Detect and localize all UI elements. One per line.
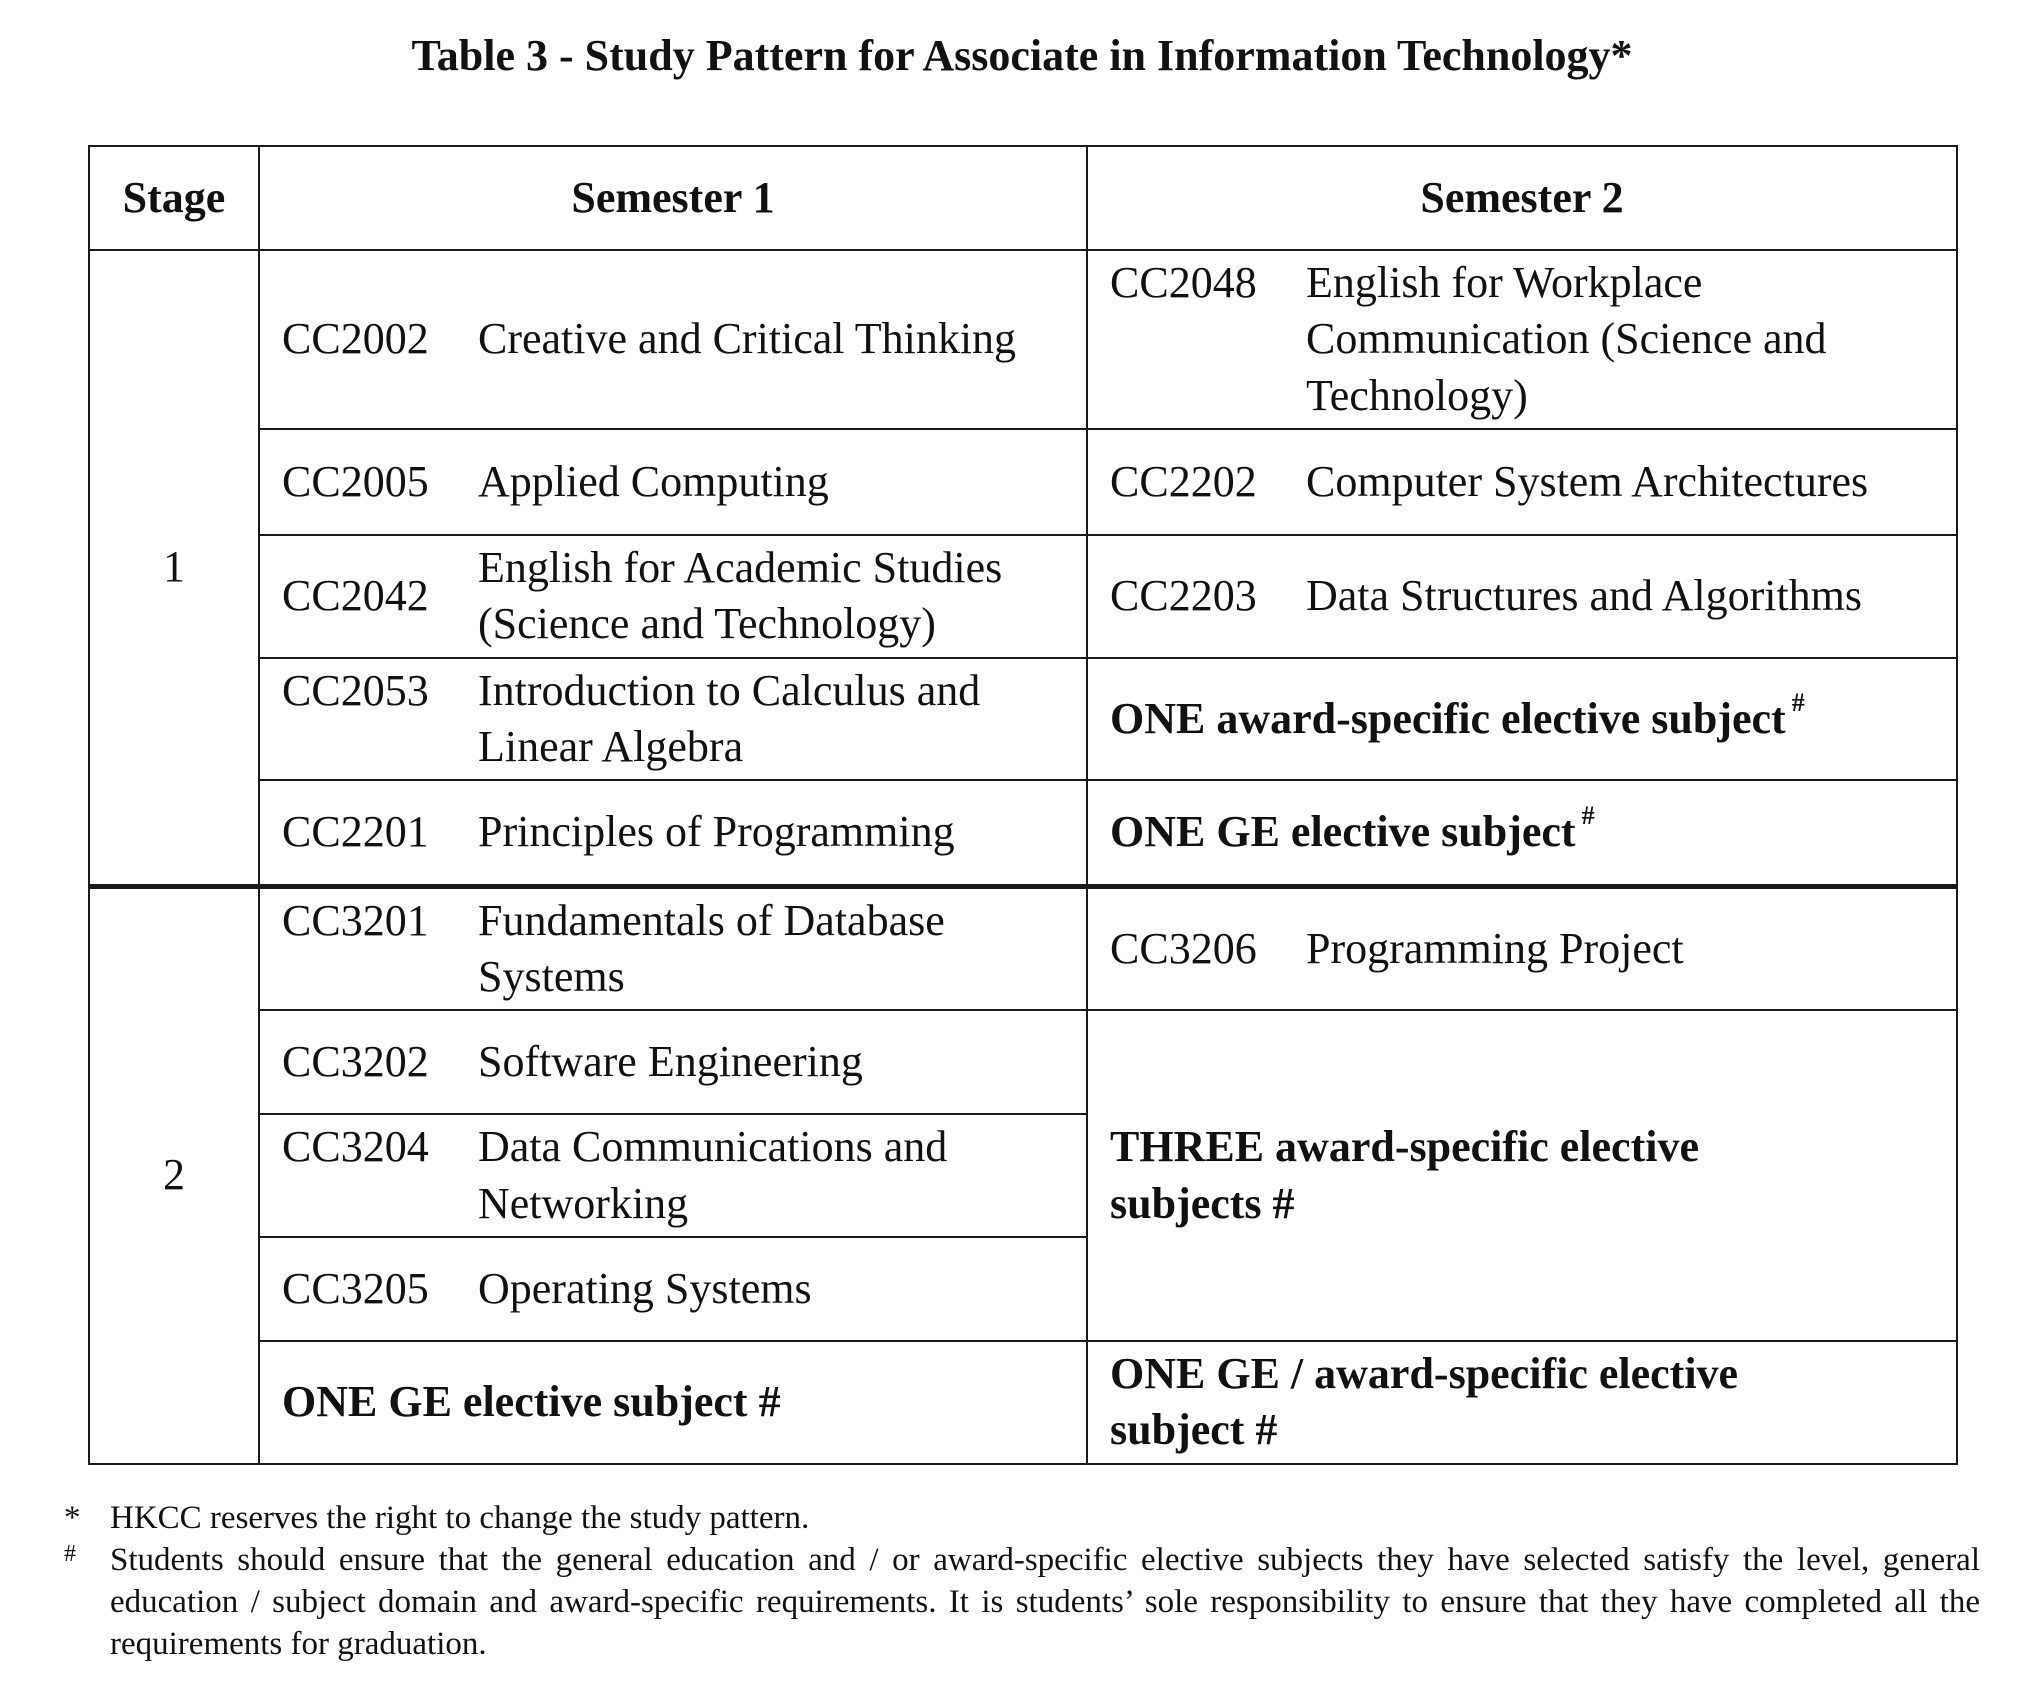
course-name: Programming Project: [1306, 923, 1684, 973]
elective-subject: ONE GE elective subject: [1110, 807, 1576, 857]
elective-subject: ONE GE / award-specific elective subject #: [1110, 1348, 1739, 1455]
course-name: Computer System Architectures: [1306, 456, 1869, 506]
table-row: [89, 429, 1957, 535]
table-row: [89, 658, 1957, 781]
semester-1-cell: [259, 1341, 1087, 1464]
footnote-text: HKCC reserves the right to change the study pattern.: [110, 1500, 810, 1536]
header-semester-1: Semester 1: [259, 146, 1087, 250]
course-name: Introduction to Calculus and Linear Algebra: [478, 665, 981, 771]
footnote-text: Students should ensure that the general education and / or award-specific elective subjects they have selected satisfy the level, general education / subject domain and award-specific requirements. It is students’ sole responsibility to ensure that they have completed all the requirements for graduation.: [110, 1542, 1980, 1662]
course-code: CC2005: [282, 456, 429, 506]
course-name: Creative and Critical Thinking: [478, 314, 1017, 364]
study-pattern-table: [88, 145, 1958, 1465]
hash-mark: #: [1581, 801, 1595, 831]
semester-1-cell: [259, 250, 1087, 429]
table-row: [89, 1341, 1957, 1464]
course-code: CC3201: [282, 895, 429, 945]
footnote-mark: #: [64, 1541, 76, 1567]
footnotes: [60, 1497, 1980, 1665]
footnote-mark: *: [64, 1500, 81, 1536]
elective-subject: THREE award-specific elective subjects #: [1110, 1122, 1699, 1228]
semester-2-cell: [1087, 886, 1957, 1010]
elective-subject: ONE GE elective subject #: [282, 1377, 781, 1427]
semester-1-cell: [259, 1114, 1087, 1237]
course-code: CC2002: [282, 314, 429, 364]
header-stage: Stage: [89, 146, 259, 250]
course-code: CC3202: [282, 1037, 429, 1087]
semester-1-cell: [259, 780, 1087, 886]
course-code: CC2053: [282, 665, 429, 715]
table-row: [89, 1010, 1957, 1114]
table-row: [89, 535, 1957, 658]
course-code: CC2048: [1110, 258, 1257, 307]
table-row: [89, 886, 1957, 1010]
course-name: English for Workplace Communication (Science and Technology): [1306, 258, 1827, 420]
course-name: Data Communications and Networking: [478, 1122, 948, 1228]
course-name: Software Engineering: [478, 1037, 863, 1087]
semester-1-cell: [259, 535, 1087, 658]
semester-2-cell: [1087, 1010, 1957, 1341]
semester-2-cell: [1087, 535, 1957, 658]
hash-mark: #: [1791, 687, 1805, 717]
semester-2-cell: [1087, 780, 1957, 886]
semester-2-cell: [1087, 658, 1957, 781]
table-row: [89, 780, 1957, 886]
semester-1-cell: [259, 886, 1087, 1010]
semester-2-cell: [1087, 250, 1957, 429]
semester-1-cell: [259, 1010, 1087, 1114]
table-title: Table 3 - Study Pattern for Associate in Information Technology*: [411, 31, 1633, 80]
stage-number: 2: [89, 886, 259, 1463]
course-code: CC2202: [1110, 456, 1257, 506]
header-semester-2: Semester 2: [1087, 146, 1957, 250]
course-name: Fundamentals of Database Systems: [478, 895, 945, 1001]
course-code: CC2203: [1110, 571, 1257, 621]
semester-2-cell: [1087, 429, 1957, 535]
footnote: [60, 1539, 1980, 1665]
semester-1-cell: [259, 658, 1087, 781]
semester-1-cell: [259, 429, 1087, 535]
header-row: [89, 146, 1957, 250]
elective-subject: ONE award-specific elective subject: [1110, 693, 1786, 743]
semester-2-cell: [1087, 1341, 1957, 1464]
course-name: Operating Systems: [478, 1263, 812, 1313]
course-code: CC3204: [282, 1122, 429, 1172]
semester-1-cell: [259, 1237, 1087, 1341]
course-code: CC3206: [1110, 923, 1257, 973]
stage-number: 1: [89, 250, 259, 886]
course-name: Principles of Programming: [478, 807, 955, 857]
table-row: [89, 250, 1957, 429]
course-name: Data Structures and Algorithms: [1306, 571, 1863, 621]
course-code: CC3205: [282, 1263, 429, 1313]
course-name: English for Academic Studies (Science and Technology): [478, 542, 1003, 649]
course-code: CC2042: [282, 571, 429, 621]
course-name: Applied Computing: [478, 456, 829, 506]
footnote: [60, 1497, 1980, 1539]
course-code: CC2201: [282, 807, 429, 857]
